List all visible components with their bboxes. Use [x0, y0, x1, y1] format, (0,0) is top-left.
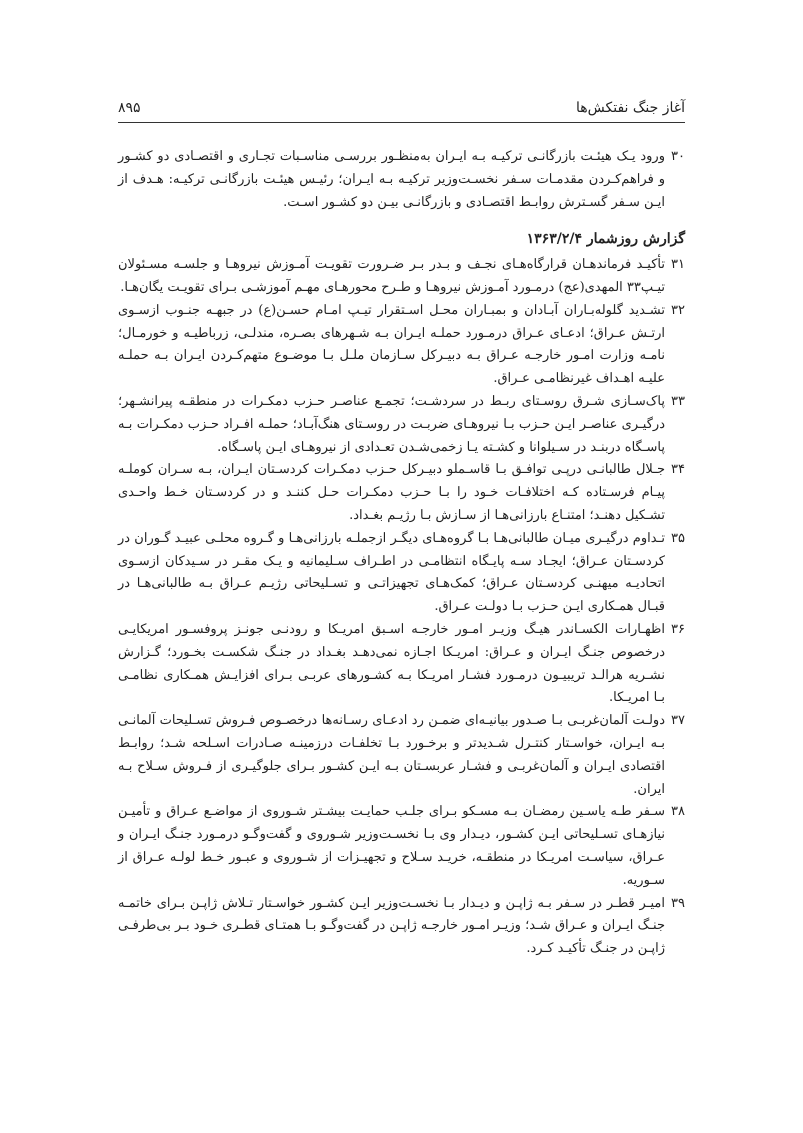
- item-text: جـلال طالبانـی درپـی توافـق بـا قاسـملو دبیـرکل حـزب دمکـرات کردسـتان ایـران، بـه سـران کوملـه پیـام فرسـتاده کـه اختلافـات خـود را بـا حـزب دمکـرات حـل کننـد و در کردسـتان خـط واحـدی تشـکیل دهنـد؛ امتنـاع بارزانی‌هـا از سـازش بـا رژیـم بغـداد.: [118, 462, 665, 523]
- chronology-item: [118, 300, 685, 391]
- page-body: [118, 146, 685, 961]
- item-text: اظهـارات الکسـاندر هیـگ وزیـر امـور خارجـه اسـبق امریـکا و رودنـی جونـز پروفسـور امریکایـی درخصوص جنـگ ایـران و عـراق: امریـکا اجـازه نمی‌دهـد بغـداد در جنـگ شکسـت بخـورد؛ گـزارش نشـریه هرالـد تریبیـون درمـورد فشـار امریـکا بـه کشـورهای عربـی بـرای افزایـش همـکاری نظامـی بـا امریـکا.: [118, 621, 665, 706]
- items-list: [118, 254, 685, 961]
- chronology-item: [118, 893, 685, 961]
- chronology-item: [118, 528, 685, 619]
- chronology-item: [118, 146, 685, 214]
- item-number: ۳۱: [671, 257, 685, 273]
- item-number: ۳۸: [671, 804, 685, 820]
- item-number: ۳۵: [671, 530, 685, 546]
- item-text: تشـدید گلوله‌بـاران آبـادان و بمبـاران محـل اسـتقرار تیـپ امـام حسـن(ع) در جبهـه جنـوب ازسـوی ارتـش عـراق؛ ادعـای عـراق درمـورد حملـه ایـران بـه شـهرهای بصـره، مندلـی، زرباطیـه و خورمـال؛ نامـه وزارت امـور خارجـه عـراق بـه دبیـرکل سـازمان ملـل بـا موضـوع متهم‌کـردن ایـران بـه حملـه علیـه اهـداف غیرنظامـی عـراق.: [118, 302, 665, 387]
- item-text: پاک‌سـازی شـرق روسـتای ربـط در سردشـت؛ تجمـع عناصـر حـزب دمکـرات در منطقـه پیرانشـهر؛ درگیـری عناصـر ایـن حـزب بـا نیروهـای ضربـت در روسـتای هنگ‌آبـاد؛ حملـه افـراد حـزب دمکـرات بـه پاسـگاه دربنـد در سـیلوانا و کشـته یـا زخمی‌شـدن تعـدادی از نیروهـای ایـن پاسـگاه.: [118, 393, 665, 455]
- chronology-item: [118, 391, 685, 459]
- item-text: سـفر طـه یاسـین رمضـان بـه مسـکو بـرای جلـب حمایـت بیشـتر شـوروی از مواضـع عـراق و تأمیـن نیازهـای تسـلیحاتی ایـن کشـور، دیـدار وی بـا نخسـت‌وزیر شـوروی و گفت‌وگـو درمـورد جنـگ ایـران و عـراق، سیاسـت امریـکا در منطقـه، خریـد سـلاح و تجهیـزات از شـوروی و عبـور خـط لولـه عـراق از سـوریه.: [118, 804, 665, 888]
- item-number: ۳۶: [671, 621, 685, 637]
- item-text: تأکیـد فرماندهـان قرارگاه‌هـای نجـف و بـدر بـر ضـرورت تقویـت آمـوزش نیروهـا و جلسـه مسـئولان تیـپ۳۳ المهدی(عج) درمـورد آمـوزش نیروهـا و طـرح محورهـای مهـم آموزشـی بـرای تقویـت یگان‌هـا.: [118, 257, 665, 295]
- chronology-item: [118, 459, 685, 527]
- chapter-title: آغاز جنگ نفتکش‌ها: [576, 100, 685, 116]
- item-text: تـداوم درگیـری میـان طالبانی‌هـا بـا گروه‌هـای دیگـر ازجملـه بارزانی‌هـا و گـروه محلـی عبیـد گـوران در کردسـتان عـراق؛ ایجـاد سـه پایـگاه انتظامـی در اطـراف سـلیمانیه و یـک مقـر در سـیدکان ازسـوی اتحادیـه میهنـی کردسـتان عـراق؛ کمک‌هـای تجهیزاتـی و تسـلیحاتی رژیـم عـراق بـه طالبانی‌هـا در قبـال همـکاری ایـن حـزب بـا دولـت عـراق.: [118, 530, 665, 615]
- page-header: [118, 92, 685, 116]
- item-number: ۳۴: [671, 462, 685, 478]
- items-before-heading: [118, 146, 685, 214]
- item-number: ۳۲: [671, 302, 685, 318]
- item-number: ۳۰: [671, 149, 685, 164]
- item-text: امیـر قطـر در سـفر بـه ژاپـن و دیـدار بـا نخسـت‌وزیر ایـن کشـور خواسـتار تـلاش ژاپـن بـرای خاتمـه جنـگ ایـران و عـراق شـد؛ وزیـر امـور خارجـه ژاپـن در گفت‌وگـو بـا همتـای قطـری خـود بـر بی‌طرفـی ژاپـن در جنـگ تأکیـد کـرد.: [118, 895, 665, 957]
- header-rule: [118, 122, 685, 123]
- chronology-item: [118, 619, 685, 710]
- chronology-item: [118, 254, 685, 300]
- chronology-item: [118, 801, 685, 892]
- item-number: ۳۹: [671, 895, 685, 911]
- item-number: ۳۳: [671, 393, 685, 409]
- report-heading: گزارش روزشمار ۱۳۶۳/۲/۴: [526, 231, 685, 248]
- item-number: ۳۷: [671, 713, 685, 729]
- chronology-item: [118, 710, 685, 801]
- item-text: دولـت آلمان‌غربـی بـا صـدور بیانیـه‌ای ضمـن رد ادعـای رسـانه‌ها درخصـوص فـروش تسـلیحات آلمانـی بـه ایـران، خواسـتار کنتـرل شـدیدتر و برخـورد بـا تخلفـات درزمینـه صـادرات اسـلحه شـد؛ روابـط اقتصادی ایـران و آلمان‌غربـی و فشـار عربسـتان بـه ایـن کشـور بـرای جلوگیـری از فـروش سـلاح بـه ایران.: [118, 713, 665, 797]
- page-number: ۸۹۵: [118, 100, 141, 116]
- item-text: ورود یـک هیئـت بازرگانـی ترکیـه بـه ایـران به‌منظـور بررسـی مناسـبات تجـاری و اقتصـادی دو کشـور و فراهم‌کـردن مقدمـات سـفر نخسـت‌وزیر ترکیـه بـه ایـران؛ رئیـس هیئـت بازرگانـی ترکیـه: هـدف از ایـن سـفر گسـترش روابـط اقتصـادی و بازرگانـی بیـن دو کشـور اسـت.: [118, 149, 665, 210]
